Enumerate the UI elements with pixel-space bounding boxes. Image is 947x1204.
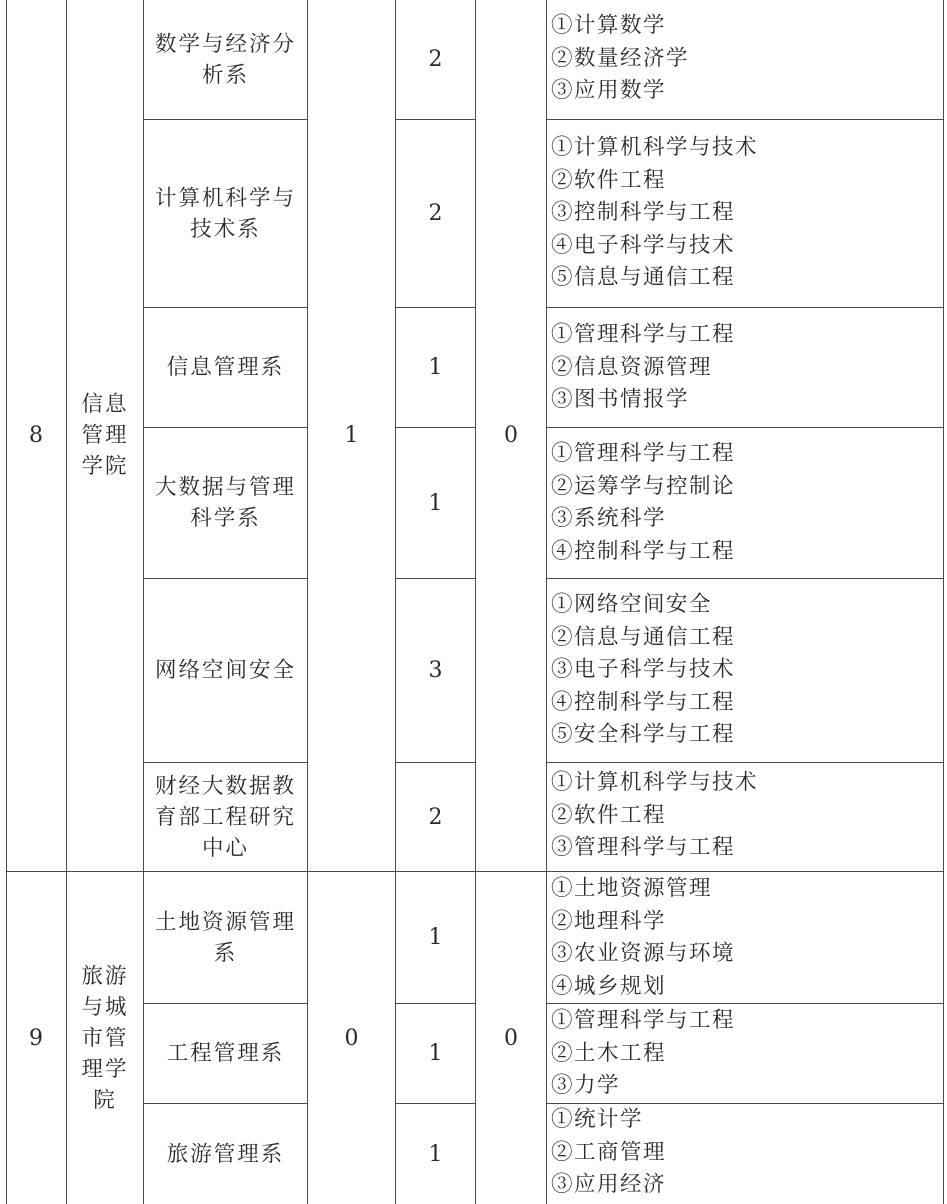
- college-name: 旅游与城市管理学院: [81, 963, 129, 1113]
- department-name: 信息管理系: [166, 355, 285, 380]
- major-item: ④控制科学与工程: [551, 689, 736, 715]
- major-list: [551, 873, 943, 1003]
- major-list: [551, 1104, 943, 1202]
- college-quota-a: 1: [344, 423, 359, 448]
- college-quota-b: 0: [504, 423, 518, 448]
- department-count: 1: [428, 1041, 443, 1066]
- department-name: 财经大数据教育部工程研究中心: [154, 773, 296, 861]
- major-item: ⑤信息与通信工程: [551, 265, 736, 290]
- college-quota-a: 0: [344, 1025, 359, 1051]
- row-divider: [546, 762, 944, 763]
- college-name: 信息管理学院: [81, 392, 129, 479]
- major-item: ①管理科学与工程: [551, 441, 736, 466]
- major-item: ②地理科学: [551, 908, 667, 934]
- major-list: [551, 1005, 943, 1103]
- major-list: [551, 589, 943, 752]
- major-item: ②土木工程: [551, 1040, 667, 1066]
- major-item: ①计算数学: [551, 13, 667, 38]
- college-quota-b: 0: [504, 1025, 518, 1051]
- major-item: ①计算机科学与技术: [551, 770, 759, 795]
- row-index: 9: [29, 1025, 43, 1051]
- major-item: ②工商管理: [551, 1139, 667, 1165]
- major-list: [551, 10, 943, 108]
- major-item: ①网络空间安全: [551, 592, 713, 617]
- department-count: 1: [428, 925, 443, 950]
- major-list: [551, 438, 943, 568]
- department-name: 工程管理系: [166, 1041, 285, 1066]
- row-divider: [546, 427, 944, 428]
- row-divider: [546, 578, 944, 579]
- column-divider: [546, 0, 547, 1204]
- major-item: ①管理科学与工程: [551, 322, 736, 347]
- major-item: ②软件工程: [551, 167, 667, 193]
- department-count: 1: [428, 355, 443, 380]
- department-name: 土地资源管理系: [154, 909, 296, 966]
- major-item: ②信息资源管理: [551, 354, 713, 380]
- major-item: ③控制科学与工程: [551, 200, 736, 225]
- row-divider: [546, 1003, 944, 1004]
- major-item: ③系统科学: [551, 506, 667, 531]
- major-item: ③农业资源与环境: [551, 941, 736, 966]
- major-item: ③图书情报学: [551, 387, 690, 412]
- major-item: ④城乡规划: [551, 973, 667, 999]
- department-count: 1: [428, 490, 443, 516]
- major-item: ②数量经济学: [551, 45, 690, 71]
- major-item: ⑤安全科学与工程: [551, 722, 736, 747]
- department-name: 数学与经济分析系: [154, 31, 296, 88]
- table-border-right: [943, 0, 944, 1204]
- major-item: ③应用数学: [551, 78, 667, 103]
- department-name: 网络空间安全: [154, 658, 296, 683]
- major-item: ②软件工程: [551, 802, 667, 828]
- major-item: ①土地资源管理: [551, 876, 713, 901]
- department-count: 3: [428, 658, 443, 683]
- major-list: [551, 319, 943, 417]
- major-item: ①统计学: [551, 1107, 644, 1132]
- major-list: [551, 767, 943, 865]
- department-count: 2: [428, 201, 443, 226]
- department-count: 2: [428, 47, 443, 72]
- major-item: ③应用经济: [551, 1172, 667, 1197]
- row-index: 8: [29, 423, 43, 448]
- major-item: ②运筹学与控制论: [551, 473, 736, 499]
- row-divider: [546, 307, 944, 308]
- major-item: ③电子科学与技术: [551, 657, 736, 682]
- major-item: ③管理科学与工程: [551, 835, 736, 860]
- department-name: 旅游管理系: [166, 1141, 285, 1167]
- department-name: 大数据与管理科学系: [154, 475, 296, 531]
- department-count: 1: [428, 1141, 443, 1167]
- row-divider: [546, 119, 944, 120]
- department-count: 2: [428, 804, 443, 830]
- major-list: [551, 132, 943, 295]
- major-item: ②信息与通信工程: [551, 624, 736, 650]
- major-item: ①计算机科学与技术: [551, 135, 759, 160]
- major-item: ④电子科学与技术: [551, 232, 736, 258]
- major-item: ④控制科学与工程: [551, 538, 736, 564]
- department-name: 计算机科学与技术系: [154, 185, 296, 242]
- major-item: ①管理科学与工程: [551, 1008, 736, 1033]
- major-item: ③力学: [551, 1073, 621, 1098]
